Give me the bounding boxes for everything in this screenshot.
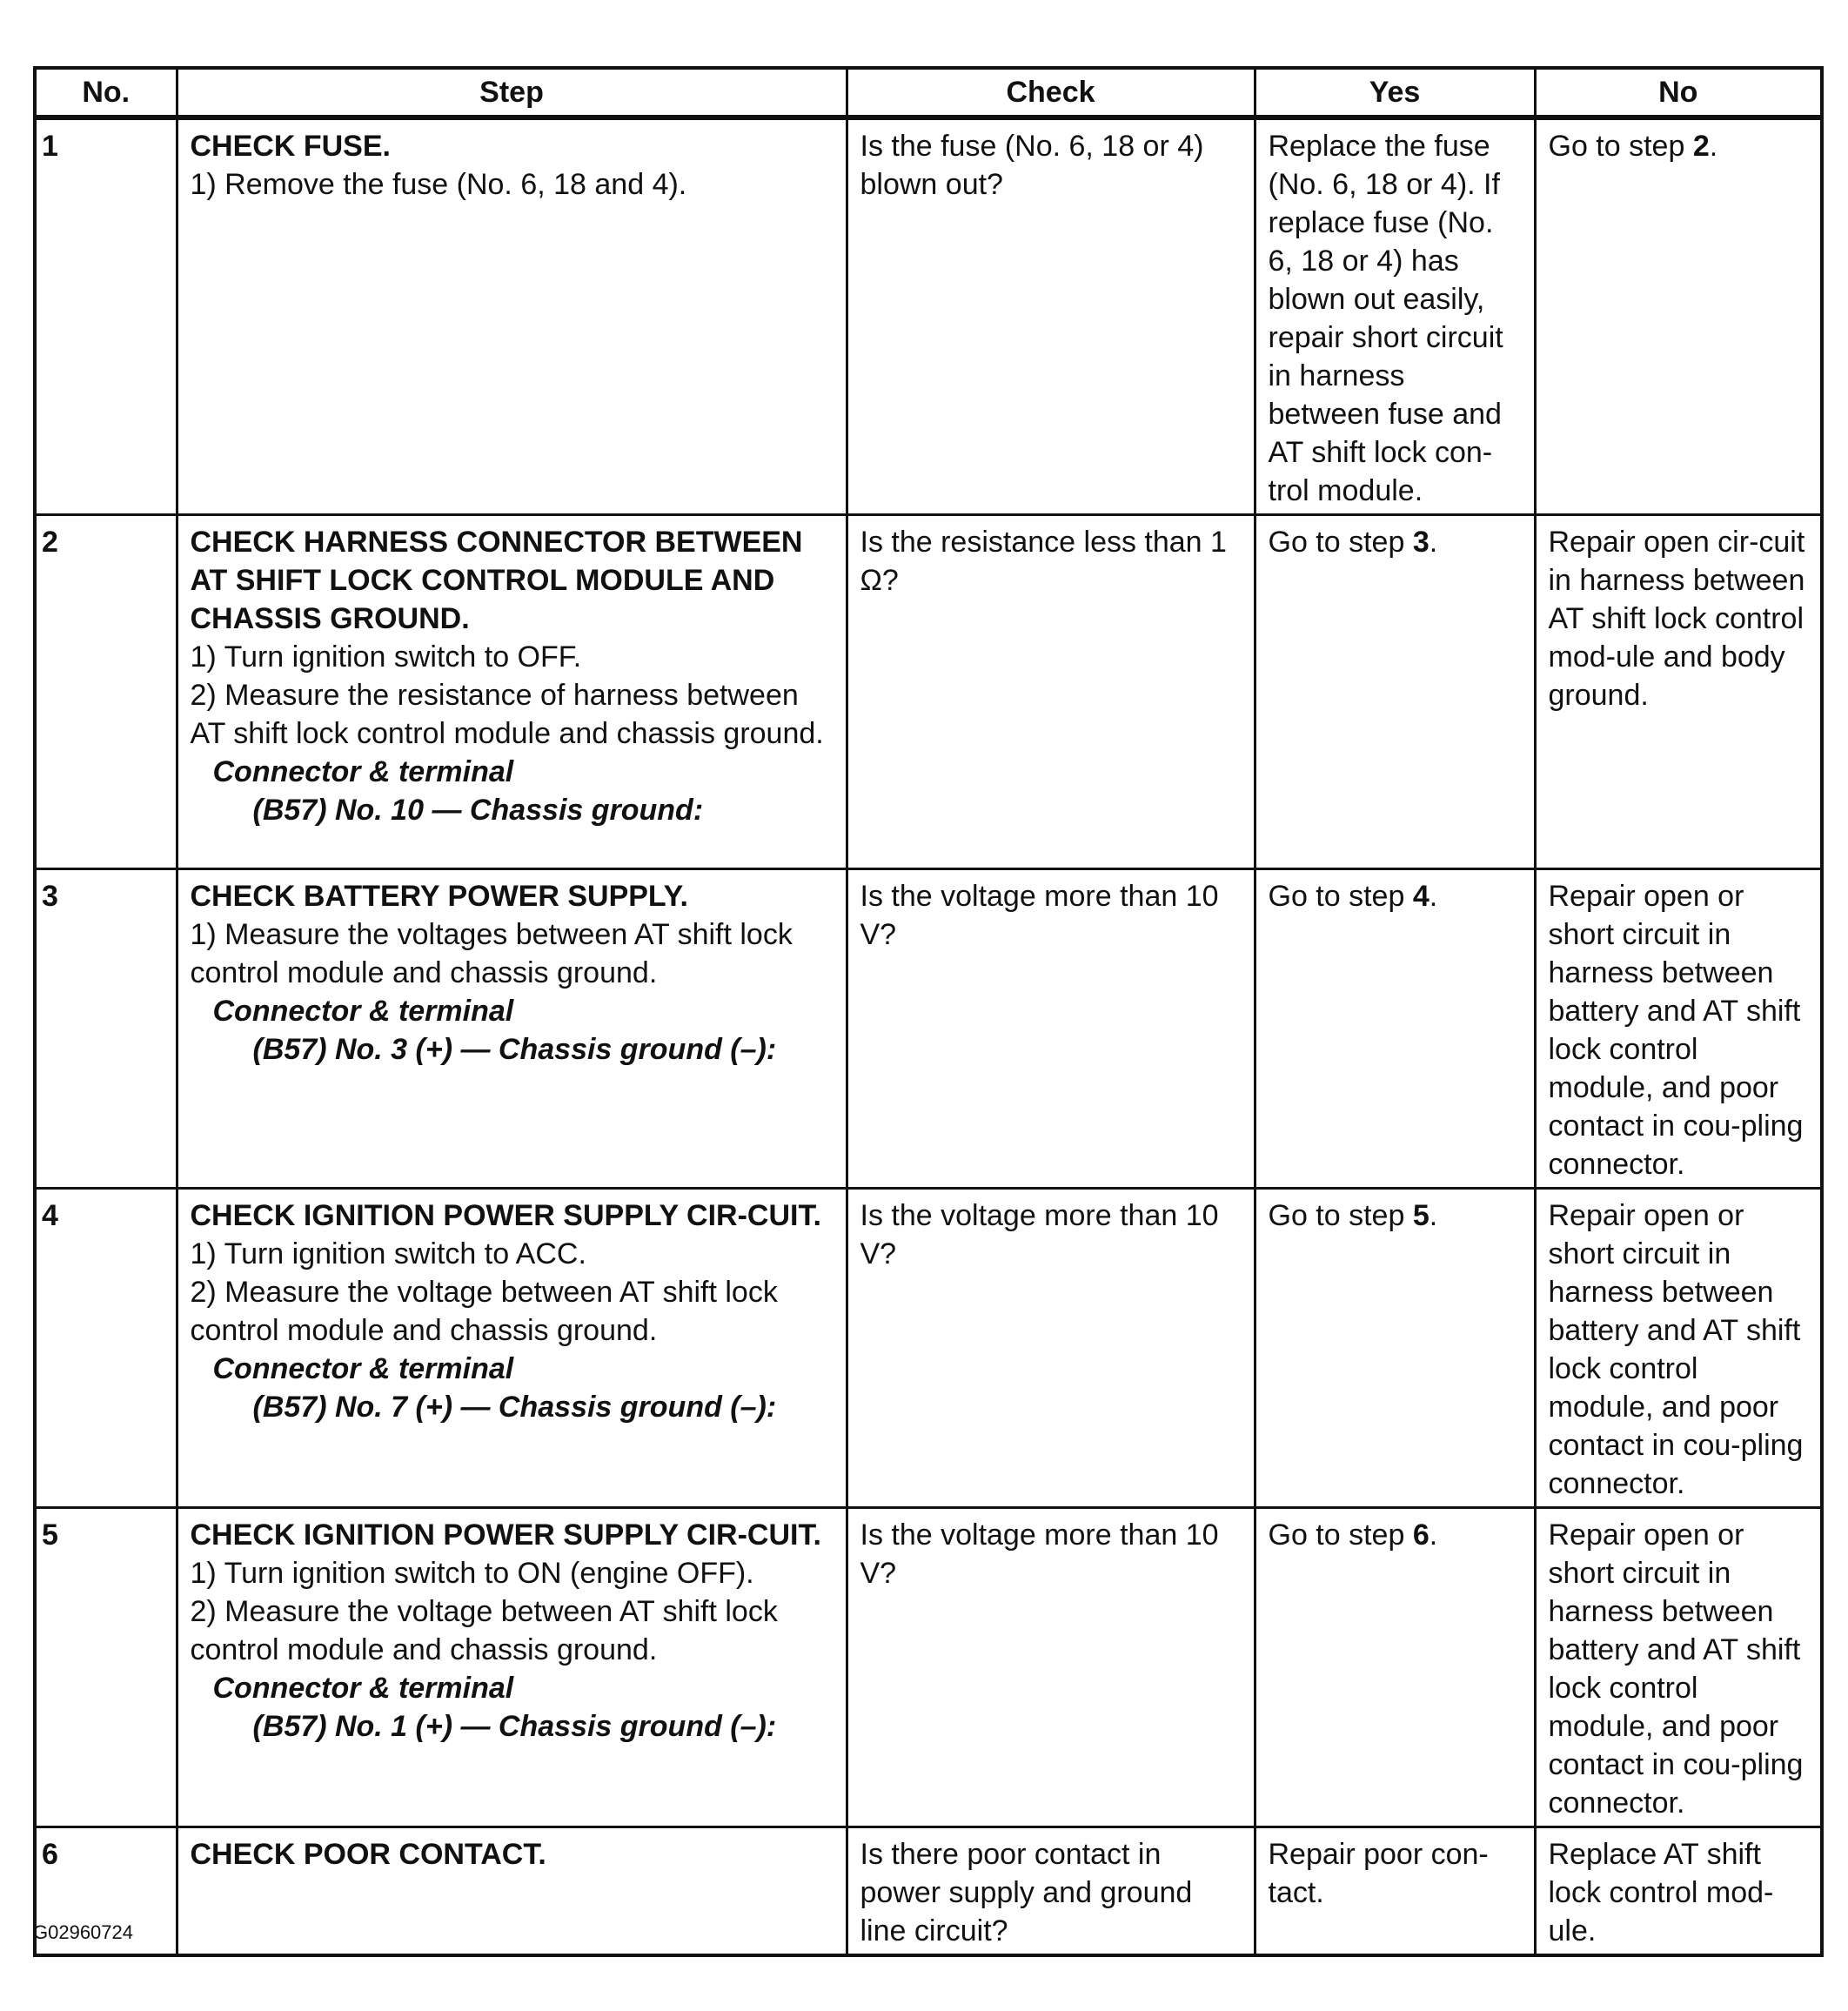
- table-row: [35, 1189, 1822, 1508]
- yes-cell: Go to step 6.: [1255, 1508, 1535, 1827]
- header-check: Check: [847, 68, 1255, 117]
- connector-heading: Connector & terminal: [212, 1672, 514, 1705]
- goto-prefix: Go to step: [1548, 130, 1693, 163]
- step-instruction: 1) Turn ignition switch to OFF.: [190, 640, 582, 674]
- goto-step-number: 6: [1412, 1518, 1430, 1552]
- step-cell: [177, 1827, 847, 1956]
- goto-prefix: Go to step: [1268, 1518, 1413, 1552]
- step-instruction: 2) Measure the voltage between AT shift lock control module and chassis ground.: [190, 1595, 778, 1666]
- step-number: 5: [35, 1508, 177, 1827]
- goto-step-number: 3: [1412, 526, 1430, 559]
- step-cell: [177, 1189, 847, 1508]
- header-no: No.: [35, 68, 177, 117]
- connector-detail: (B57) No. 10 — Chassis ground:: [252, 794, 704, 827]
- header-yes: Yes: [1255, 68, 1535, 117]
- step-cell: [177, 117, 847, 515]
- connector-detail: (B57) No. 3 (+) — Chassis ground (–):: [252, 1033, 777, 1066]
- header-no-result: No: [1535, 68, 1822, 117]
- connector-detail: (B57) No. 1 (+) — Chassis ground (–):: [252, 1710, 777, 1743]
- yes-cell: Go to step 3.: [1255, 515, 1535, 869]
- connector-heading: Connector & terminal: [212, 1352, 514, 1385]
- connector-heading: Connector & terminal: [212, 995, 514, 1028]
- step-instruction: 1) Turn ignition switch to ACC.: [190, 1237, 586, 1270]
- table-row: [35, 1827, 1822, 1956]
- no-cell: Repair open cir-cuit in harness between AT shift lock control mod-ule and body ground.: [1535, 515, 1822, 869]
- step-title: CHECK IGNITION POWER SUPPLY CIR-CUIT.: [190, 1199, 821, 1232]
- step-instruction: 1) Turn ignition switch to ON (engine OFF).: [190, 1557, 754, 1590]
- goto-step-number: 4: [1412, 880, 1430, 913]
- table-row: [35, 1508, 1822, 1827]
- yes-cell: Go to step 4.: [1255, 869, 1535, 1189]
- step-cell: [177, 515, 847, 869]
- diagnostic-table: [33, 66, 1824, 1957]
- goto-prefix: Go to step: [1268, 880, 1413, 913]
- step-title: CHECK FUSE.: [190, 130, 391, 163]
- step-number: 1: [35, 117, 177, 515]
- yes-cell: Replace the fuse (No. 6, 18 or 4). If replace fuse (No. 6, 18 or 4) has blown out easily, repair short circuit in harness between fuse and AT shift lock con-trol module.: [1255, 117, 1535, 515]
- no-cell: Repair open or short circuit in harness between battery and AT shift lock control module, and poor contact in cou-pling connector.: [1535, 1508, 1822, 1827]
- yes-cell: Go to step 5.: [1255, 1189, 1535, 1508]
- connector-detail: (B57) No. 7 (+) — Chassis ground (–):: [252, 1391, 777, 1424]
- step-title: CHECK BATTERY POWER SUPPLY.: [190, 880, 688, 913]
- goto-prefix: Go to step: [1268, 1199, 1413, 1232]
- no-cell: Go to step 2.: [1535, 117, 1822, 515]
- goto-prefix: Go to step: [1268, 526, 1413, 559]
- step-title: CHECK IGNITION POWER SUPPLY CIR-CUIT.: [190, 1518, 821, 1552]
- figure-id: G02960724: [33, 1921, 133, 1943]
- header-step: Step: [177, 68, 847, 117]
- check-cell: Is the resistance less than 1 Ω?: [847, 515, 1255, 869]
- step-number: 3: [35, 869, 177, 1189]
- no-cell: Repair open or short circuit in harness between battery and AT shift lock control module, and poor contact in cou-pling connector.: [1535, 1189, 1822, 1508]
- check-cell: Is the voltage more than 10 V?: [847, 869, 1255, 1189]
- step-instruction: 1) Measure the voltages between AT shift lock control module and chassis ground.: [190, 918, 793, 989]
- goto-step-number: 2: [1692, 130, 1710, 163]
- step-number: 2: [35, 515, 177, 869]
- step-instruction: 1) Remove the fuse (No. 6, 18 and 4).: [190, 168, 687, 201]
- step-cell: [177, 869, 847, 1189]
- check-cell: Is the voltage more than 10 V?: [847, 1189, 1255, 1508]
- table-row: [35, 869, 1822, 1189]
- check-cell: Is there poor contact in power supply and ground line circuit?: [847, 1827, 1255, 1956]
- step-instruction: 2) Measure the resistance of harness between AT shift lock control module and chassis ground.: [190, 679, 824, 750]
- connector-heading: Connector & terminal: [212, 755, 514, 788]
- step-number: 6: [35, 1827, 177, 1956]
- table-row: [35, 515, 1822, 869]
- goto-step-number: 5: [1412, 1199, 1430, 1232]
- step-cell: [177, 1508, 847, 1827]
- no-cell: Repair open or short circuit in harness between battery and AT shift lock control module, and poor contact in cou-pling connector.: [1535, 869, 1822, 1189]
- table-row: [35, 117, 1822, 515]
- step-instruction: 2) Measure the voltage between AT shift lock control module and chassis ground.: [190, 1276, 778, 1347]
- check-cell: Is the voltage more than 10 V?: [847, 1508, 1255, 1827]
- step-title: CHECK HARNESS CONNECTOR BETWEEN AT SHIFT LOCK CONTROL MODULE AND CHASSIS GROUND.: [190, 526, 803, 635]
- table-header: [35, 68, 1822, 117]
- step-number: 4: [35, 1189, 177, 1508]
- yes-cell: Repair poor con-tact.: [1255, 1827, 1535, 1956]
- check-cell: Is the fuse (No. 6, 18 or 4) blown out?: [847, 117, 1255, 515]
- header-row: [35, 68, 1822, 117]
- step-title: CHECK POOR CONTACT.: [190, 1838, 546, 1871]
- no-cell: Replace AT shift lock control mod-ule.: [1535, 1827, 1822, 1956]
- table-body: [35, 117, 1822, 1955]
